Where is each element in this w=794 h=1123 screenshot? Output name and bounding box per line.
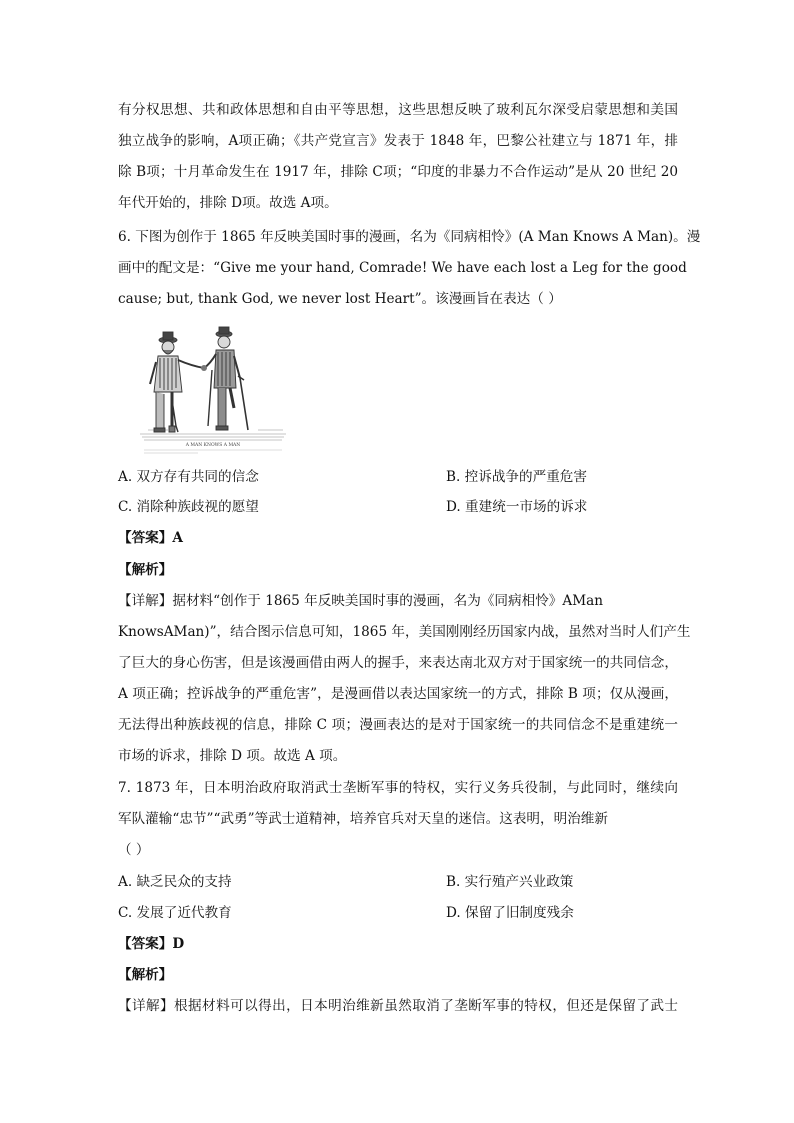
cartoon-image bbox=[138, 322, 288, 456]
prev-explanation-line-2: 独立战争的影响，A项正确；《共产党宣言》发表于 1848 年，巴黎公社建立与 1871 年，排 bbox=[118, 133, 678, 149]
prev-explanation-line-1: 有分权思想、共和政体思想和自由平等思想，这些思想反映了玻利瓦尔深受启蒙思想和美国 bbox=[118, 102, 678, 118]
q6-detail-line-3: 了巨大的身心伤害，但是该漫画借由两人的握手，来表达南北双方对于国家统一的共同信念， bbox=[118, 655, 678, 671]
q7-stem-line-3: （ ） bbox=[118, 842, 150, 858]
q7-answer: 【答案】D bbox=[118, 936, 185, 952]
q6-option-d[interactable]: D. 重建统一市场的诉求 bbox=[446, 499, 588, 515]
q6-detail-line-1: 【详解】据材料“创作于 1865 年反映美国时事的漫画，名为《同病相怜》AMan bbox=[118, 593, 603, 609]
q6-detail-line-2: KnowsAMan)”，结合图示信息可知，1865 年，美国刚刚经历国家内战，虽然对当时人们产生 bbox=[118, 624, 691, 640]
cartoon-caption: A MAN KNOWS A MAN bbox=[185, 443, 241, 448]
q6-option-b[interactable]: B. 控诉战争的严重危害 bbox=[446, 469, 587, 485]
q7-stem-line-1: 7. 1873 年，日本明治政府取消武士垄断军事的特权，实行义务兵役制，与此同时，继续向 bbox=[118, 780, 678, 796]
q6-answer: 【答案】A bbox=[118, 530, 183, 546]
q7-analysis-label: 【解析】 bbox=[118, 967, 173, 983]
q7-option-c[interactable]: C. 发展了近代教育 bbox=[118, 905, 232, 921]
q6-option-a[interactable]: A. 双方存有共同的信念 bbox=[118, 469, 259, 485]
q7-detail-line-1: 【详解】根据材料可以得出，日本明治维新虽然取消了垄断军事的特权，但还是保留了武士 bbox=[118, 998, 678, 1014]
prev-explanation-line-3: 除 B项；十月革命发生在 1917 年，排除 C项；“印度的非暴力不合作运动”是从 20 世纪 20 bbox=[118, 164, 678, 180]
q7-stem-line-2: 军队灌输“忠节”“武勇”等武士道精神，培养官兵对天皇的迷信。这表明，明治维新 bbox=[118, 811, 608, 827]
q6-detail-line-5: 无法得出种族歧视的信息，排除 C 项；漫画表达的是对于国家统一的共同信念不是重建统一 bbox=[118, 717, 678, 733]
q6-analysis-label: 【解析】 bbox=[118, 562, 173, 578]
q6-stem-line-1: 6. 下图为创作于 1865 年反映美国时事的漫画，名为《同病相怜》(A Man Knows A Man)。漫 bbox=[118, 229, 701, 245]
q7-option-d[interactable]: D. 保留了旧制度残余 bbox=[446, 905, 574, 921]
q7-option-b[interactable]: B. 实行殖产兴业政策 bbox=[446, 874, 574, 890]
prev-explanation-line-4: 年代开始的，排除 D项。故选 A项。 bbox=[118, 195, 338, 211]
q6-detail-line-4: A 项正确；控诉战争的严重危害”，是漫画借以表达国家统一的方式，排除 B 项；仅从漫画， bbox=[118, 686, 678, 702]
q7-option-a[interactable]: A. 缺乏民众的支持 bbox=[118, 874, 232, 890]
q6-option-c[interactable]: C. 消除种族歧视的愿望 bbox=[118, 499, 259, 515]
q6-detail-line-6: 市场的诉求，排除 D 项。故选 A 项。 bbox=[118, 748, 347, 764]
q6-stem-line-2: 画中的配文是：“Give me your hand, Comrade! We have each lost a Leg for the good bbox=[118, 260, 687, 276]
q6-stem-line-3: cause; but, thank God, we never lost Heart”。该漫画旨在表达（ ） bbox=[118, 291, 562, 307]
